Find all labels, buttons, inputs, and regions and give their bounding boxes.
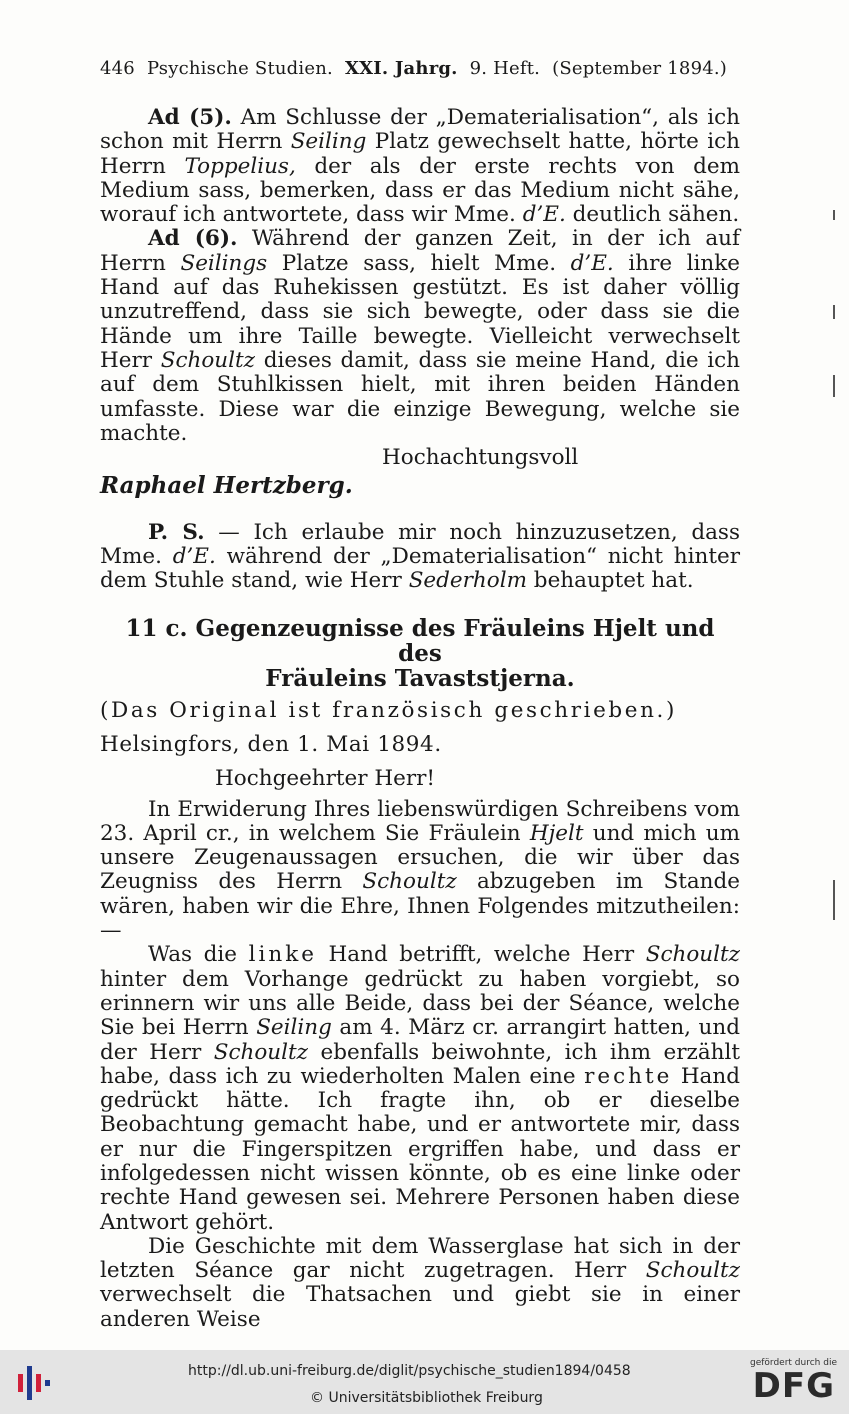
salutation: Hochgeehrter Herr! — [215, 766, 436, 792]
text: der als der erste rechts von dem Medium sass, bemerken, dass er das Medium nicht sähe, worauf ich antwortete, dass wir Mme. — [100, 153, 740, 228]
name: d’E. — [172, 544, 216, 570]
name: Seiling — [256, 1015, 332, 1041]
name: d’E. — [570, 250, 614, 276]
name: Hjelt — [529, 820, 584, 846]
name: Schoultz — [362, 869, 457, 895]
page-number: 446 — [100, 58, 135, 79]
text: In Erwiderung Ihres liebenswürdigen Schreibens vom 23. April cr., in welchem Sie Fräulein — [100, 796, 740, 846]
source-link[interactable]: http://dl.ub.uni-freiburg.de/diglit/psychische_studien1894/0458 — [188, 1363, 631, 1379]
text: abzugeben im Stande wären, haben wir die Ehre, Ihnen Folgendes mitzutheilen: — — [100, 869, 740, 944]
name: Schoultz — [213, 1039, 309, 1065]
name: Seiling — [290, 129, 367, 155]
text: hinter dem Vorhange gedrückt zu haben vorgiebt, so erinnern wir uns alle Beide, dass bei der Séance, welche Sie bei Herrn — [100, 966, 740, 1041]
label-ad5: Ad (5). — [148, 105, 232, 130]
name: Schoultz — [645, 1258, 740, 1284]
text: und mich um unsere Zeugenaussagen ersuchen, die wir über das Zeugniss des Herrn — [100, 820, 740, 895]
library-logo-icon — [14, 1362, 54, 1402]
text: während der „Dematerialisation“ nicht hinter dem Stuhle stand, wie Herr — [100, 544, 740, 594]
text: Am Schlusse der „Dematerialisation“, als ich schon mit Herrn — [100, 105, 740, 155]
issue: 9. Heft. — [469, 58, 541, 79]
text: am 4. März cr. arrangirt hatten, und der Herr — [100, 1015, 740, 1065]
label-ad6: Ad (6). — [148, 226, 238, 252]
margin-mark — [833, 375, 835, 397]
paragraph-3 — [100, 1235, 740, 1332]
postscript — [100, 521, 740, 594]
issue-date: (September 1894.) — [552, 58, 728, 79]
text: deutlich sähen. — [565, 202, 740, 228]
main-text — [100, 106, 740, 1332]
place-date: Helsingfors, den 1. Mai 1894. — [100, 731, 442, 757]
text: ihre linke Hand auf das Ruhekissen gestützt. Es ist daher völlig unzutreffend, dass sie sich bewegte, oder dass sie die Hände um ihre Taille bewegte. Vielleicht verwechselt Herr — [100, 250, 740, 373]
text: dieses damit, dass sie meine Hand, die ich auf dem Stuhlkissen hielt, mit ihren beiden Händen umfasste. Diese war die einzige Bewegung, welche sie machte. — [100, 347, 740, 446]
text: verwechselt die Thatsachen und giebt sie in einer anderen Weise — [100, 1282, 740, 1332]
signature: Raphael Hertzberg. — [100, 472, 353, 500]
original-note: (Das Original ist französisch geschrieben.) — [100, 697, 677, 723]
margin-mark — [833, 305, 835, 319]
name: d’E. — [522, 202, 566, 228]
text: Platz gewechselt hatte, hörte ich Herrn — [100, 129, 740, 179]
margin-mark — [833, 880, 835, 920]
name: Sederholm — [408, 568, 527, 594]
text: Hand gedrückt hätte. Ich fragte ihn, ob er dieselbe Beobachtung gemacht habe, und er antwortete mir, dass er nur die Fingerspitzen ergriffen habe, und dass er infolgedessen nicht wissen könnte, ob es eine linke oder rechte Hand gewesen sei. Mehrere Personen haben diese Antwort gehört. — [100, 1063, 740, 1235]
section-heading — [100, 616, 740, 691]
paragraph-ad6 — [100, 227, 740, 446]
footer-bar — [0, 1350, 849, 1414]
section-heading-line2: Fräuleins Tavaststjerna. — [265, 664, 575, 692]
text: ebenfalls beiwohnte, ich ihm erzählt habe, dass ich zu wiederholten Malen eine — [100, 1039, 740, 1089]
name: Schoultz — [160, 347, 255, 373]
name: Schoultz — [645, 942, 740, 968]
label-ps: P. S. — [148, 519, 205, 545]
text: Die Geschichte mit dem Wasserglase hat sich in der letzten Séance gar nicht zugetragen. Herr — [100, 1233, 740, 1284]
journal-title: Psychische Studien. — [146, 58, 333, 79]
text: Während der ganzen Zeit, in der ich auf Herrn — [100, 226, 740, 276]
margin-mark — [833, 210, 835, 220]
funding-label: gefördert durch die — [750, 1358, 837, 1368]
name: Seilings — [180, 250, 268, 276]
copyright: © Universitätsbibliothek Freiburg — [310, 1390, 543, 1406]
spaced-word: rechte — [584, 1063, 673, 1089]
paragraph-1 — [100, 798, 740, 944]
spaced-word: linke — [248, 942, 317, 968]
paragraph-ad5 — [100, 106, 740, 227]
running-header — [100, 58, 730, 79]
closing: Hochachtungsvoll — [382, 445, 579, 471]
paragraph-2 — [100, 943, 740, 1235]
section-heading-line1: 11 c. Gegenzeugnisse des Fräuleins Hjelt und des — [125, 614, 715, 667]
name: Toppelius, — [184, 153, 296, 179]
dfg-logo: DFG — [752, 1366, 835, 1406]
text: Was die — [148, 942, 249, 968]
text: Hand betrifft, welche Herr — [316, 942, 646, 968]
volume: XXI. Jahrg. — [344, 58, 458, 79]
text: behauptet hat. — [526, 568, 694, 594]
text: — Ich erlaube mir noch hinzuzusetzen, dass Mme. — [100, 519, 740, 570]
text: Platze sass, hielt Mme. — [267, 250, 571, 276]
